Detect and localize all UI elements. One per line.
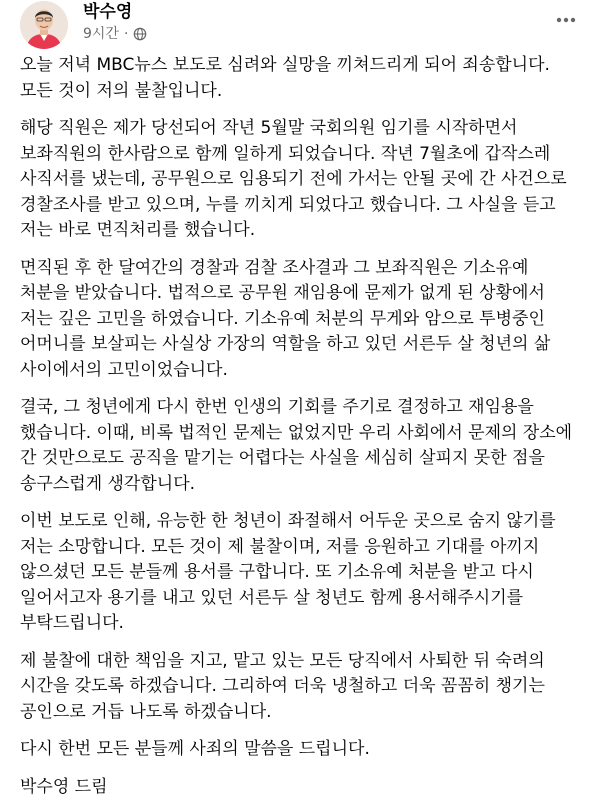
avatar[interactable] [20, 1, 68, 49]
post-meta [83, 25, 147, 43]
post-paragraph: 결국, 그 청년에게 다시 한번 인생의 기회를 주기로 결정하고 재임용을 했습니다. 이때, 비록 법적인 문제는 없었지만 우리 사회에서 문제의 장소에 간 것만으로도 공직을 맡기는 어렵다는 사실을 세심히 살피지 못한 점을 송구스럽게 생각합니다. [20, 397, 573, 494]
meta-separator: · [123, 25, 129, 42]
author-name[interactable]: 박수영 [83, 1, 133, 22]
avatar-image [20, 1, 68, 49]
post-time[interactable]: 9시간 [83, 25, 119, 42]
post-paragraph: 오늘 저녁 MBC뉴스 보도로 심려와 실망을 끼쳐드리게 되어 죄송합니다. 모든 것이 저의 불찰입니다. [20, 55, 550, 101]
post-paragraph: 해당 직원은 제가 당선되어 작년 5월말 국회의원 임기를 시작하면서 보좌직원의 한사람으로 함께 일하게 되었습니다. 작년 7월초에 갑작스레 사직서를 냈는데, 공무원으로 임용되기 전에 가서는 안될 곳에 간 사건으로 경찰조사를 받고 있으며, 누를 끼치게 되었다고 했습니다. 그 사실을 듣고 저는 바로 면직처리를 했습니다. [20, 118, 567, 240]
post-header [20, 0, 147, 50]
post-body [20, 53, 580, 812]
header-text [83, 1, 147, 43]
more-options-icon[interactable] [548, 8, 584, 32]
globe-icon[interactable] [133, 27, 147, 41]
post-signature: 박수영 드림 [20, 776, 108, 797]
post-paragraph: 면직된 후 한 달여간의 경찰과 검찰 조사결과 그 보좌직원은 기소유예 처분을 받았습니다. 법적으로 공무원 재임용에 문제가 없게 된 상황에서 저는 깊은 고민을 하였습니다. 기소유예 처분의 무게와 암으로 투병중인 어머니를 보살피는 사실상 가장의 역할을 하고 있던 서른두 살 청년의 삶 사이에서의 고민이었습니다. [20, 257, 551, 380]
post-paragraph: 이번 보도로 인해, 유능한 한 청년이 좌절해서 어두운 곳으로 숨지 않기를 저는 소망합니다. 모든 것이 제 불찰이며, 저를 응원하고 기대를 아끼지 않으셨던 모든 분들께 용서를 구합니다. 또 기소유예 처분을 받고 다시 일어서고자 용기를 내고 있던 서른두 살 청년도 함께 용서해주시기를 부탁드립니다. [20, 511, 556, 633]
post-paragraph: 제 불찰에 대한 책임을 지고, 맡고 있는 모든 당직에서 사퇴한 뒤 숙려의 시간을 갖도록 하겠습니다. 그리하여 더욱 냉철하고 더욱 꼼꼼히 챙기는 공인으로 거듭 나도록 하겠습니다. [20, 650, 545, 722]
post-paragraph: 다시 한번 모든 분들께 사죄의 말씀을 드립니다. [20, 739, 370, 759]
